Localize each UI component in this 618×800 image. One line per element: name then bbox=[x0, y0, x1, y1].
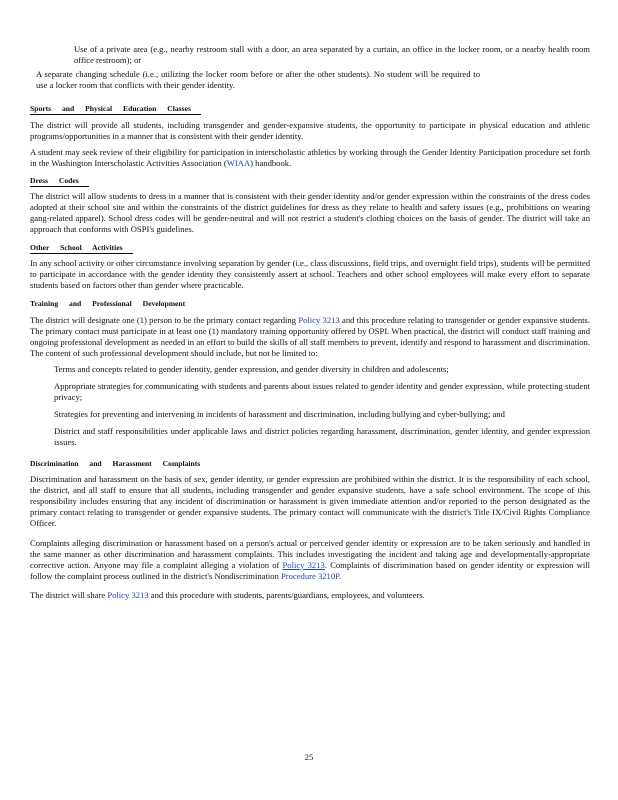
policy-3213-link[interactable]: Policy 3213 bbox=[298, 315, 340, 325]
list-item-text: Appropriate strategies for communicating with students and parents about issues related to gender identity and gender expression, while protecting student privacy; bbox=[54, 381, 590, 402]
share-policy-paragraph: The district will share Policy 3213 and this procedure with students, parents/guardians, employees, and volunteers. bbox=[30, 590, 425, 600]
list-item-text: A separate changing schedule (i.e., utilizing the locker room before or after the other students). No student will be required to use a locker room that conflicts with their gender identity. bbox=[36, 69, 480, 90]
list-item bbox=[30, 364, 590, 375]
section-heading-discrimination: Discrimination and Harassment Complaints bbox=[30, 459, 201, 468]
complaints-paragraph: Complaints alleging discrimination or harassment based on a person's actual or perceived gender identity or expression are to be taken seriously and handled in the same manner as other discrimination and harassment complaints. This includes investigating the incident and taking age and developmentally-appropriate corrective action. Anyone may file a complaint alleging a violation of Policy 3213. Complaints of discrimination based on gender identity or expression will follow the complaint process outlined in the district's Nondiscrimination Procedure 3210P. bbox=[30, 538, 590, 581]
other-activities-paragraph: In any school activity or other circumstance involving separation by gender (i.e., class discussions, field trips, and overnight field trips), students will be permitted to participate in accordance with the gender identity they consistently assert at school. Teachers and other school employees will make every effort to separate students based on factors other than gender where practicable. bbox=[30, 258, 590, 290]
bullet-icon bbox=[18, 69, 36, 91]
list-item-text: District and staff responsibilities under applicable laws and district policies regarding harassment, discrimination, gender identity, and gender expression issues. bbox=[54, 426, 590, 447]
training-paragraph: The district will designate one (1) person to be the primary contact regarding Policy 3213 and this procedure relating to transgender or gender expansive students. The primary contact must participate in at least one (1) mandatory training opportunity offered by OSPI. When practical, the district will conduct staff training and ongoing professional development as needed in an effort to build the skills of all staff members to prevent, identify and respond to harassment and discrimination. The content of such professional development should include, but not be limited to: bbox=[30, 315, 590, 358]
bullet-icon bbox=[30, 381, 54, 403]
list-item bbox=[30, 409, 590, 420]
page-number: 25 bbox=[304, 752, 314, 762]
bullet-icon bbox=[52, 44, 74, 66]
bullet-icon bbox=[30, 409, 54, 420]
list-item bbox=[30, 381, 590, 403]
list-item-text: Use of a private area (e.g., nearby restroom stall with a door, an area separated by a curtain, an office in the locker room, or a nearby health room office restroom); or bbox=[74, 44, 590, 65]
bullet-icon bbox=[30, 426, 54, 448]
procedure-3210p-link[interactable]: Procedure 3210P bbox=[280, 571, 339, 581]
training-bullet-list bbox=[30, 364, 590, 448]
list-item-text: Strategies for preventing and intervening in incidents of harassment and discrimination, including bullying and cyber-bullying; and bbox=[54, 409, 505, 419]
discrimination-paragraph: Discrimination and harassment on the basis of sex, gender identity, or gender expression are prohibited within the district. It is the responsibility of each school, the district, and all staff to ensure that all students, including transgender and gender expansive students, have a safe school environment. The scope of this responsibility includes ensuring that any incident of discrimination or harassment is given immediate attention and/or reported to the person designated as the primary contact relating to transgender or gender expansive students. The primary contact will communicate with the district's Title IX/Civil Rights Compliance Officer. bbox=[30, 474, 590, 528]
list-item bbox=[52, 44, 590, 66]
wiaa-link[interactable]: WIAA bbox=[226, 158, 251, 168]
list-item-text: Terms and concepts related to gender identity, gender expression, and gender diversity in children and adolescents; bbox=[54, 364, 449, 374]
section-heading-training: Training and Professional Development bbox=[30, 299, 186, 308]
list-item bbox=[18, 69, 590, 91]
bullet-icon bbox=[30, 364, 54, 375]
policy-3213-link[interactable]: Policy 3213 bbox=[107, 590, 149, 600]
section-heading-dress-codes: Dress Codes bbox=[30, 175, 590, 186]
document-page bbox=[30, 44, 590, 601]
list-item bbox=[30, 426, 590, 448]
policy-3213-link[interactable]: Policy 3213 bbox=[282, 560, 325, 570]
dress-codes-paragraph: The district will allow students to dress in a manner that is consistent with their gender identity and/or gender expression within the constraints of the dress codes adopted at their school site and within the constraints of the district guidelines for dress as they relate to health and safety issues (e.g., prohibitions on wearing gang-related apparel). School dress codes will be gender-neutral and will not restrict a student's clothing choices on the basis of gender. The district will take an approach that conforms with OSPI's guidelines. bbox=[30, 191, 590, 234]
sports-wiaa-paragraph: A student may seek review of their eligibility for participation in interscholastic athletics by working through the Gender Identity Participation procedure set forth in the Washington Interscholastic Activities Association (WIAA) handbook. bbox=[30, 147, 590, 168]
section-heading-other-activities: Other School Activities bbox=[30, 242, 590, 253]
sports-paragraph: The district will provide all students, including transgender and gender-expansive students, the opportunity to participate in physical education and athletic programs/opportunities in a manner that is consistent with their gender identity. bbox=[30, 120, 590, 141]
section-heading-sports: Sports and Physical Education Classes bbox=[30, 103, 590, 114]
